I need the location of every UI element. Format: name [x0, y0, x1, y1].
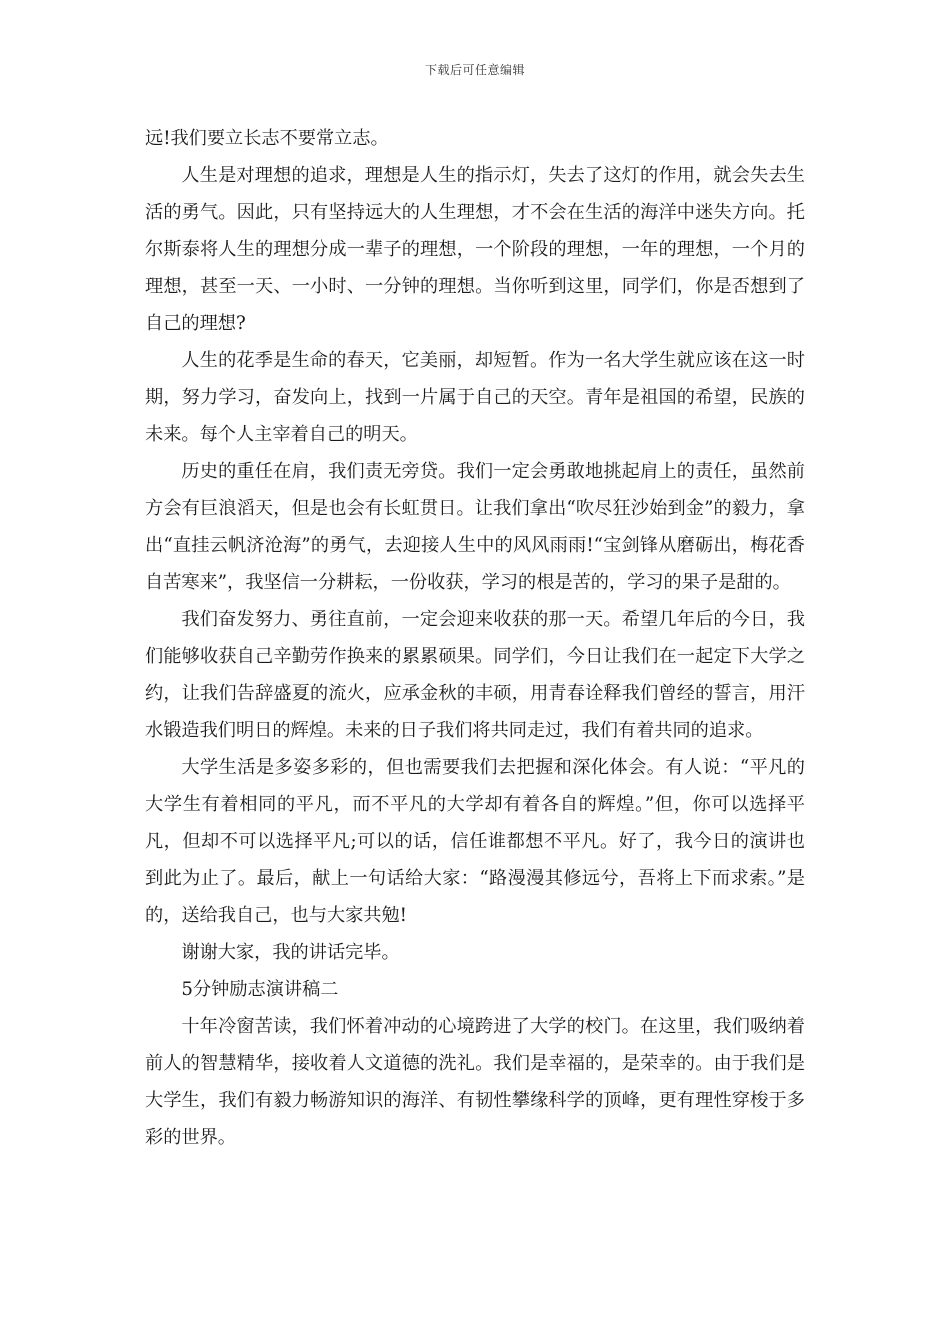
paragraph-5: 我们奋发努力、勇往直前，一定会迎来收获的那一天。希望几年后的今日，我们能够收获自己辛勤劳作换来的累累硕果。同学们，今日让我们在一起定下大学之约，让我们告辞盛夏的流火，应承金秋的丰硕，用青春诠释我们曾经的誓言，用汗水锻造我们明日的辉煌。未来的日子我们将共同走过，我们有着共同的追求。: [145, 609, 805, 741]
header-note: 下载后可任意编辑: [424, 63, 525, 77]
paragraph-1: 远!我们要立长志不要常立志。: [145, 128, 389, 149]
paragraph-4: 历史的重任在肩，我们责无旁贷。我们一定会勇敢地挑起肩上的责任，虽然前方会有巨浪滔天，但是也会有长虹贯日。让我们拿出“吹尽狂沙始到金”的毅力，拿出“直挂云帆济沧海”的勇气，去迎接人生中的风风雨雨!“宝剑锋从磨砺出，梅花香自苦寒来”，我坚信一分耕耘，一份收获，学习的根是苦的，学习的果子是甜的。: [145, 461, 805, 593]
paragraph-6: 大学生活是多姿多彩的，但也需要我们去把握和深化体会。有人说：“平凡的大学生有着相同的平凡，而不平凡的大学却有着各自的辉煌。”但，你可以选择平凡，但却不可以选择平凡;可以的话，信任谁都想不平凡。好了，我今日的演讲也到此为止了。最后，献上一句话给大家：“路漫漫其修远兮，吾将上下而求索。”是的，送给我自己，也与大家共勉!: [145, 757, 805, 926]
paragraph-7: 谢谢大家，我的讲话完毕。: [181, 942, 400, 963]
body-text: [145, 120, 805, 1156]
section-heading: 5分钟励志演讲稿二: [181, 979, 339, 1000]
paragraph-2: 人生是对理想的追求，理想是人生的指示灯，失去了这灯的作用，就会失去生活的勇气。因此，只有坚持远大的人生理想，才不会在生活的海洋中迷失方向。托尔斯泰将人生的理想分成一辈子的理想，一个阶段的理想，一年的理想，一个月的理想，甚至一天、一小时、一分钟的理想。当你听到这里，同学们，你是否想到了自己的理想?: [145, 165, 805, 334]
paragraph-9: 十年冷窗苦读，我们怀着冲动的心境跨进了大学的校门。在这里，我们吸纳着前人的智慧精华，接收着人文道德的洗礼。我们是幸福的，是荣幸的。由于我们是大学生，我们有毅力畅游知识的海洋、有韧性攀缘科学的顶峰，更有理性穿梭于多彩的世界。: [145, 1016, 805, 1148]
paragraph-3: 人生的花季是生命的春天，它美丽，却短暂。作为一名大学生就应该在这一时期，努力学习，奋发向上，找到一片属于自己的天空。青年是祖国的希望，民族的未来。每个人主宰着自己的明天。: [145, 350, 805, 445]
